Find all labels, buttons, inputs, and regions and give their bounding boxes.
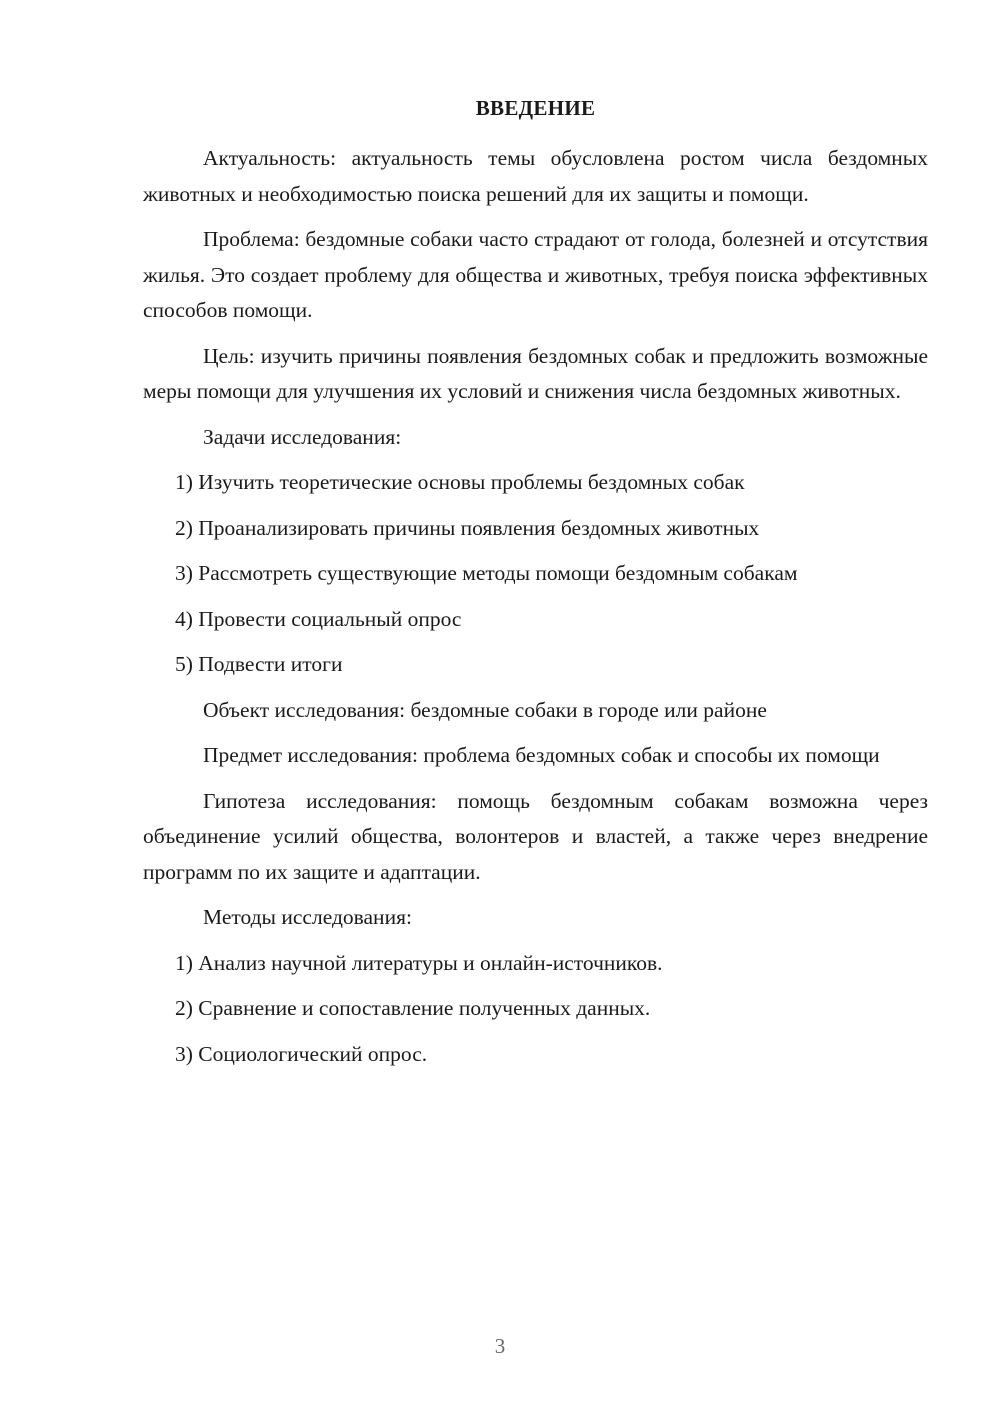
methods-list (143, 946, 928, 1073)
method-item: 1) Анализ научной литературы и онлайн-источников. (175, 950, 663, 975)
method-item: 2) Сравнение и сопоставление полученных данных. (175, 996, 651, 1020)
goal-paragraph: Цель: изучить причины появления бездомных собак и предложить возможные меры помощи для улучшения их условий и снижения числа бездомных животных. (143, 343, 928, 403)
task-item: 3) Рассмотреть существующие методы помощи бездомным собакам (175, 561, 798, 585)
task-item: 2) Проанализировать причины появления бездомных животных (175, 515, 760, 540)
object-paragraph: Объект исследования: бездомные собаки в городе или районе (203, 697, 767, 722)
tasks-heading: Задачи исследования: (203, 424, 402, 449)
task-item: 4) Провести социальный опрос (175, 606, 462, 631)
task-item: 5) Подвести итоги (175, 652, 343, 676)
subject-paragraph: Предмет исследования: проблема бездомных собак и способы их помощи (203, 743, 880, 767)
method-item: 3) Социологический опрос. (175, 1041, 428, 1066)
problem-paragraph: Проблема: бездомные собаки часто страдают от голода, болезней и отсутствия жилья. Это создает проблему для общества и животных, требуя поиска эффективных способов помощи. (143, 227, 928, 322)
document-title: ВВЕДЕНИЕ (475, 96, 596, 120)
hypothesis-paragraph: Гипотеза исследования: помощь бездомным собакам возможна через объединение усилий общества, волонтеров и властей, а также через внедрение программ по их защите и адаптации. (143, 788, 928, 884)
methods-heading: Методы исследования: (203, 905, 412, 929)
page-number: 3 (494, 1334, 506, 1358)
task-item: 1) Изучить теоретические основы проблемы бездомных собак (175, 470, 745, 494)
relevance-paragraph: Актуальность: актуальность темы обусловлена ростом числа бездомных животных и необходимостью поиска решений для их защиты и помощи. (143, 146, 928, 206)
document-page (143, 96, 928, 1082)
tasks-list (143, 465, 928, 683)
